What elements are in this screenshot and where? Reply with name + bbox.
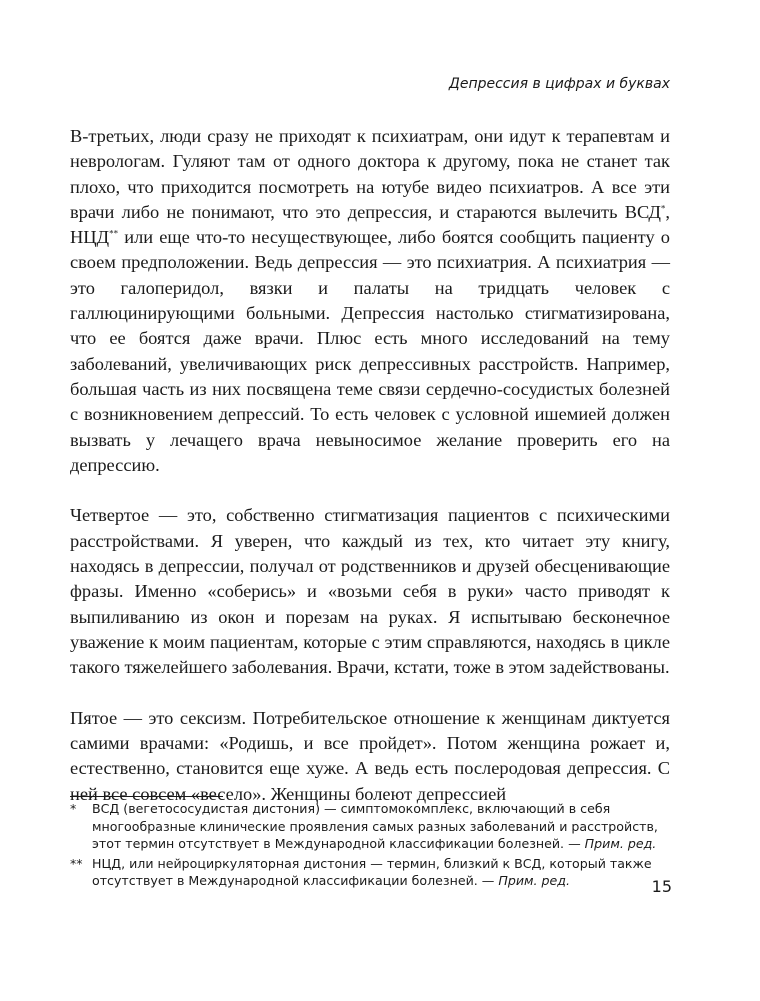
paragraph-1-part-b: , НЦД: [70, 201, 670, 248]
footnote-ref-1: *: [660, 203, 666, 214]
footnote-2-text: НЦД, или нейроциркуляторная дистония — термин, близкий к ВСД, который также отсутствует в Международной классификации болезней. —: [92, 855, 652, 888]
footnotes: [70, 800, 670, 892]
footnote-1: [70, 800, 670, 853]
paragraph-3: Пятое — это сексизм. Потребительское отношение к женщинам диктуется самими врачами: «Родишь, и все пройдет». Потом женщина рожает и, естественно, становится еще хуже. А ведь есть послеродовая депрессия. С ней все совсем «весело». Женщины болеют депрессией: [70, 707, 670, 804]
footnote-1-text: ВСД (вегетососудистая дистония) — симптомокомплекс, включающий в себя многообразные клинические проявления самых разных заболеваний и расстройств, этот термин отсутствует в Международной классификации болезней. —: [92, 801, 658, 851]
running-head: Депрессия в цифрах и буквах: [448, 76, 670, 92]
footnote-ref-2: **: [109, 228, 119, 239]
footnote-2: [70, 855, 670, 890]
paragraph-1-part-c: или еще что-то несуществующее, либо боятся сообщить пациенту о своем предположении. Ведь депрессия — это психиатрия. А психиатрия — это галоперидол, вязки и палаты на тридцать человек с галлюцинирующими больными. Депрессия настолько стигматизирована, что ее боятся даже врачи. Плюс есть много исследований на тему заболеваний, увеличивающих риск депрессивных расстройств. Например, большая часть из них посвящена теме связи сердечно-сосудистых болезней с возникновением депрессий. То есть человек с условной ишемией должен вызвать у лечащего врача невыносимое желание проверить его на депрессию.: [70, 227, 670, 475]
footnote-2-marker: **: [70, 855, 83, 871]
paragraph-1: [70, 124, 670, 478]
footnote-2-editor-note: Прим. ред.: [498, 873, 570, 888]
page-number: 15: [651, 877, 672, 896]
footnote-divider: [70, 796, 223, 797]
footnote-1-marker: *: [70, 801, 77, 816]
footnote-1-editor-note: Прим. ред.: [584, 836, 657, 851]
body-text: [70, 124, 670, 807]
paragraph-2: Четвертое — это, собственно стигматизация пациентов с психическими расстройствами. Я уверен, что каждый из тех, кто читает эту книгу, находясь в депрессии, получал от родственников и друзей обесценивающие фразы. Именно «соберись» и «возьми себя в руки» часто приводят к выпиливанию из окон и порезам на руках. Я испытываю бесконечное уважение к моим пациентам, которые с этим справляются, находясь в цикле такого тяжелейшего заболевания. Врачи, кстати, тоже в этом задействованы.: [70, 505, 670, 678]
paragraph-1-part-a: В-третьих, люди сразу не приходят к психиатрам, они идут к терапевтам и неврологам. Гуляют там от одного доктора к другому, пока не станет так плохо, что приходится посмотреть на ютубе видео психиатров. А все эти врачи либо не понимают, что это депрессия, и стараются вылечить ВСД: [70, 126, 670, 222]
